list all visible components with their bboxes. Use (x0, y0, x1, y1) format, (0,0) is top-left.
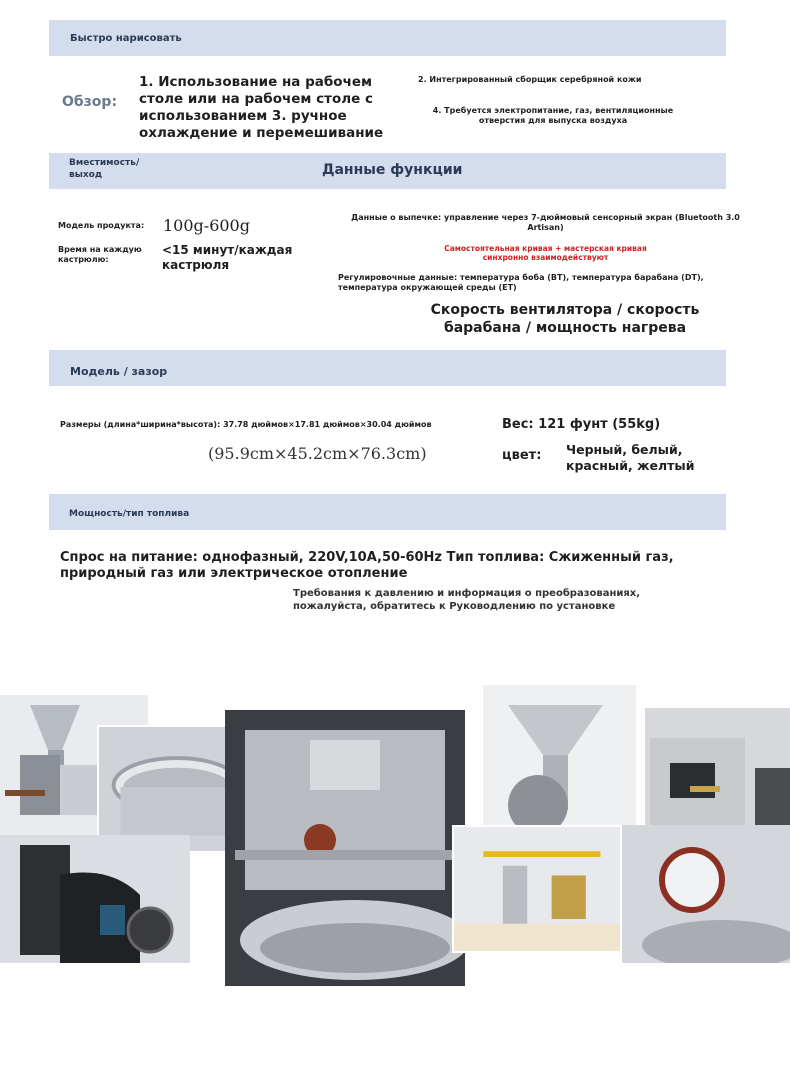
model-value: 100g-600g (163, 216, 250, 235)
power-note: Требования к давлению и информация о преобразованиях, пожалуйста, обратитесь к Руководлению по установке (293, 588, 641, 612)
dimensions-inches: Размеры (длина*ширина*высота): 37.78 дюймов×17.81 дюймов×30.04 дюймов (60, 420, 432, 429)
overview-label: Обзор: (62, 94, 118, 110)
time-value: <15 минут/каждая кастрюля (162, 243, 293, 272)
overview-item-1: 1. Использование на рабочем столе или на рабочем столе с использованием 3. ручное охлаждение и перемешивание (139, 74, 384, 141)
dimensions-cm: (95.9cm×45.2cm×76.3cm) (208, 444, 427, 463)
regulation-data: Регулировочные данные: температура боба (BT), температура барабана (DT), температура окружающей среды (ET) (338, 273, 704, 292)
section-title-functions: Данные функции (322, 162, 463, 178)
time-label: Время на каждую кастрюлю: (58, 245, 142, 264)
curve-note: Самостоятельная кривая + мастерская кривая синхронно взаимодействуют (444, 244, 647, 263)
photo-control-panel (645, 708, 790, 833)
baking-data: Данные о выпечке: управление через 7-дюймовый сенсорный экран (Bluetooth 3.0 Artisan) (351, 213, 740, 232)
section-title-power: Мощность/тип топлива (69, 509, 190, 519)
section-title-model: Модель / зазор (70, 365, 168, 378)
model-label: Модель продукта: (58, 221, 145, 230)
overview-item-2: 2. Интегрированный сборщик серебряной кожи (418, 75, 642, 84)
photo-mesh-screen (622, 825, 790, 963)
color-value: Черный, белый, красный, желтый (566, 442, 695, 473)
weight: Вес: 121 фунт (55kg) (502, 417, 661, 432)
photo-roaster-drum-closeup (225, 710, 465, 986)
speeds: Скорость вентилятора / скорость барабана / мощность нагрева (430, 302, 700, 336)
section-title-quick-draw: Быстро нарисовать (70, 33, 182, 44)
photo-hopper-chaff (483, 685, 636, 835)
section-title-capacity: Вместимость/ выход (69, 158, 140, 180)
photo-roaster-side-panel (0, 835, 190, 963)
photo-gas-valve (452, 825, 622, 953)
overview-item-4: 4. Требуется электропитание, газ, вентиляционные отверстия для выпуска воздуха (432, 106, 674, 125)
color-label: цвет: (502, 448, 542, 463)
power-demand: Спрос на питание: однофазный, 220V,10A,50-60Hz Тип топлива: Сжиженный газ, природный газ или электрическое отопление (60, 550, 674, 582)
